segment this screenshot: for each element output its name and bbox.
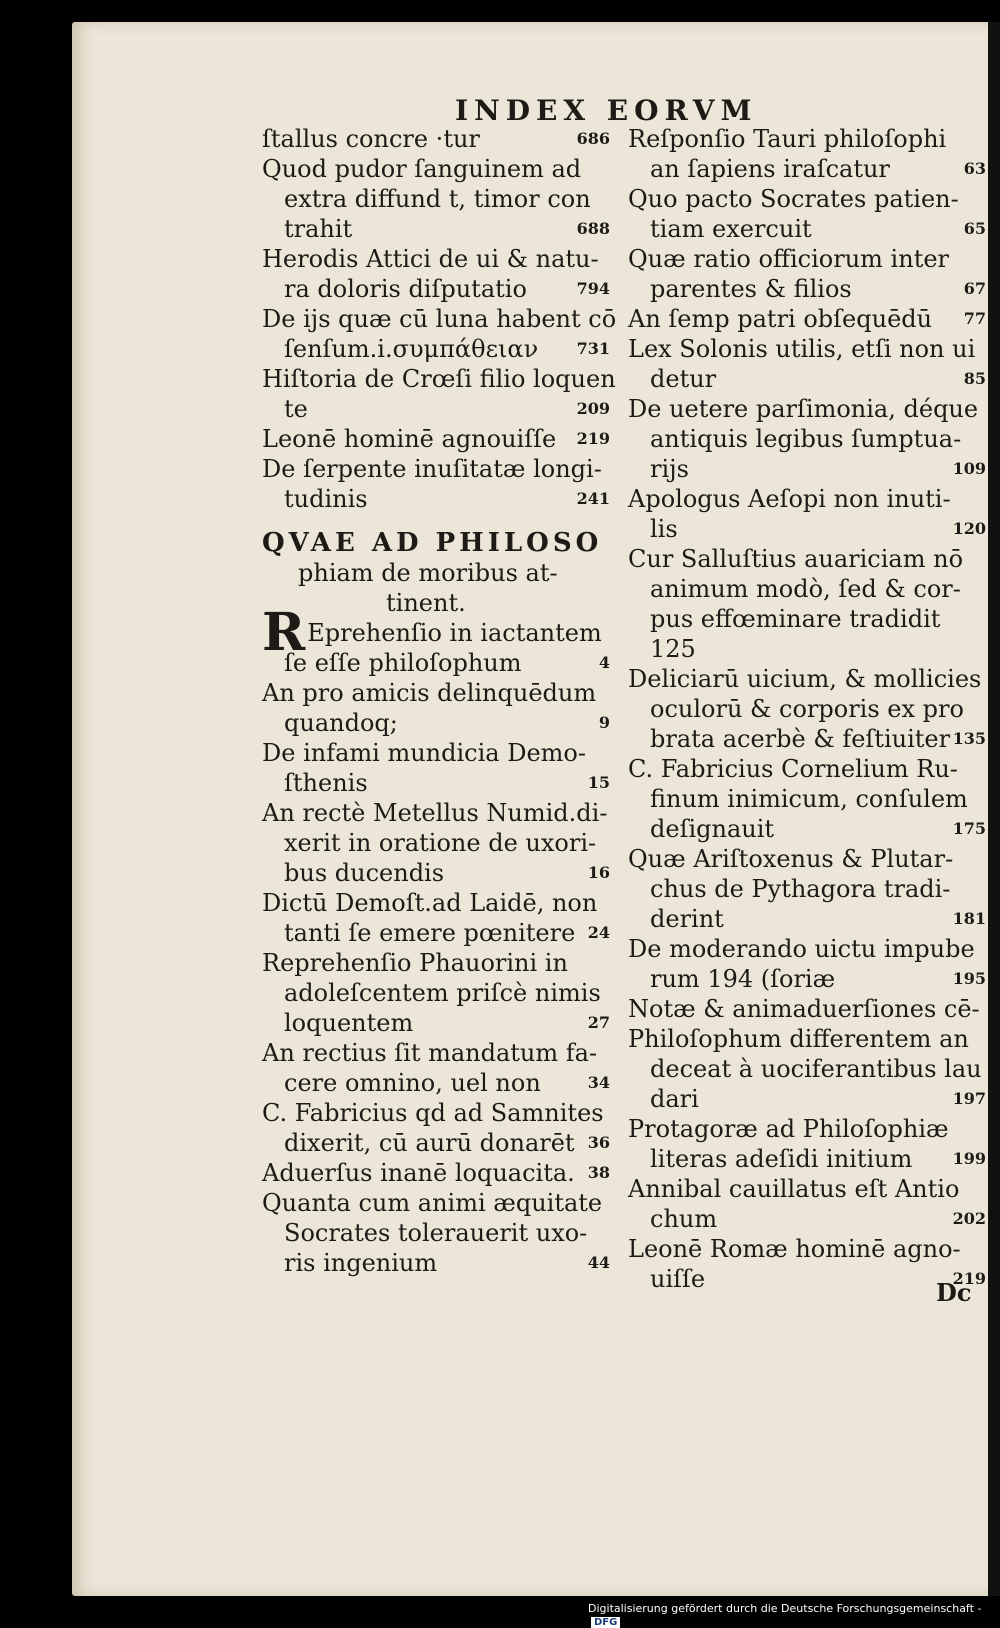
entry-line bbox=[262, 454, 610, 484]
entry-text: tiam exercuit bbox=[650, 215, 812, 243]
page-number: 794 bbox=[576, 279, 610, 298]
page-number: 219 bbox=[952, 1269, 986, 1288]
entry-text: De infami mundicia Demo- bbox=[262, 739, 586, 767]
entry-text: Quæ Ariſtoxenus & Plutar- bbox=[628, 845, 954, 873]
entry-text: literas adeſidi initium bbox=[650, 1145, 913, 1173]
page-number: 4 bbox=[598, 653, 610, 672]
entry-text: loquentem bbox=[284, 1009, 414, 1037]
page-number: 38 bbox=[587, 1163, 610, 1182]
entry-text: tudinis bbox=[284, 485, 368, 513]
entry-text: Cur Salluſtius auariciam nō bbox=[628, 545, 964, 573]
page-number: 65 bbox=[963, 219, 986, 238]
entry-text: derint bbox=[650, 905, 724, 933]
entry-text: ſe eſſe philoſophum bbox=[284, 649, 522, 677]
entry-text: finum inimicum, conſulem bbox=[650, 785, 968, 813]
index-entry bbox=[628, 544, 986, 664]
entry-text: uiſſe bbox=[650, 1265, 706, 1293]
entry-text: Notæ & animaduerſiones cē- bbox=[628, 995, 980, 1023]
entry-text: Eprehenſio in iactantem bbox=[307, 619, 602, 647]
entry-text: deceat à uociferantibus lau bbox=[650, 1055, 982, 1083]
index-entry bbox=[262, 798, 610, 888]
entry-line bbox=[628, 364, 986, 394]
page-number: 67 bbox=[963, 279, 986, 298]
index-column-right bbox=[628, 124, 986, 1294]
entry-line bbox=[262, 274, 610, 304]
entry-line bbox=[628, 244, 986, 274]
entry-text: De ijs quæ cū luna habent cō bbox=[262, 305, 617, 333]
entry-text: tanti ſe emere pœnitere bbox=[284, 919, 576, 947]
index-column-left bbox=[262, 124, 617, 1278]
entry-text: Lex Solonis utilis, etſi non ui bbox=[628, 335, 976, 363]
index-entry bbox=[628, 844, 986, 934]
page-number: 202 bbox=[952, 1209, 986, 1228]
entry-text: detur bbox=[650, 365, 717, 393]
entry-line bbox=[628, 484, 986, 514]
entry-text: pus effœminare tradidit bbox=[650, 605, 941, 633]
page-number: 9 bbox=[598, 713, 610, 732]
entry-text: An ſemp patri obſequēdū bbox=[628, 305, 933, 333]
entry-line bbox=[262, 1068, 610, 1098]
entry-line bbox=[262, 1188, 610, 1218]
index-entry bbox=[628, 934, 986, 994]
entry-text: Protagoræ ad Philoſophiæ bbox=[628, 1115, 949, 1143]
entry-line bbox=[262, 1128, 610, 1158]
entry-line bbox=[628, 694, 986, 724]
entry-line bbox=[628, 544, 986, 574]
entry-line bbox=[262, 184, 610, 214]
entry-text: An rectè Metellus Numid.di- bbox=[262, 799, 608, 827]
digitization-footer bbox=[588, 1602, 1000, 1628]
index-entry bbox=[262, 678, 610, 738]
index-group-1 bbox=[262, 124, 617, 514]
entry-line bbox=[262, 858, 610, 888]
entry-text: quandoq; bbox=[284, 709, 398, 737]
entry-text: deſignauit bbox=[650, 815, 775, 843]
entry-text: Reſponſio Tauri philoſophi bbox=[628, 125, 947, 153]
index-entry bbox=[628, 304, 986, 334]
entry-text: animum modò, ſed & cor- bbox=[650, 575, 961, 603]
entry-line bbox=[262, 484, 610, 514]
entry-text: cere omnino, uel non bbox=[284, 1069, 541, 1097]
entry-line bbox=[628, 274, 986, 304]
entry-line bbox=[628, 1264, 986, 1294]
entry-line bbox=[628, 784, 986, 814]
dfg-logo: DFG bbox=[591, 1617, 620, 1628]
page-number: 731 bbox=[576, 339, 610, 358]
entry-text: rum 194 (ſoriæ bbox=[650, 965, 836, 993]
index-entry bbox=[262, 738, 610, 798]
entry-text: De uetere parſimonia, déque bbox=[628, 395, 979, 423]
page-number: 181 bbox=[952, 909, 986, 928]
entry-line bbox=[262, 1008, 610, 1038]
entry-text: dari bbox=[650, 1085, 699, 1113]
page-number: 688 bbox=[576, 219, 610, 238]
index-entry bbox=[262, 454, 610, 514]
index-entry bbox=[262, 1038, 610, 1098]
entry-text: Aduerſus inanē loquacita. bbox=[262, 1159, 575, 1187]
entry-text: trahit bbox=[284, 215, 353, 243]
entry-line bbox=[262, 1098, 610, 1128]
entry-line bbox=[262, 244, 610, 274]
index-entry bbox=[628, 484, 986, 544]
entry-line bbox=[628, 334, 986, 364]
entry-text: an ſapiens iraſcatur bbox=[650, 155, 890, 183]
entry-text: Dictū Demoſt.ad Laidē, non bbox=[262, 889, 598, 917]
page-number: 15 bbox=[587, 773, 610, 792]
page-number: 16 bbox=[587, 863, 610, 882]
entry-line bbox=[262, 424, 610, 454]
entry-line bbox=[262, 768, 610, 798]
entry-line bbox=[628, 1204, 986, 1234]
entry-line bbox=[628, 934, 986, 964]
section-subtitle-1: phiam de moribus at- bbox=[298, 559, 558, 587]
index-entry bbox=[628, 1174, 986, 1234]
entry-line bbox=[628, 1054, 986, 1084]
entry-text: Reprehenſio Phauorini in bbox=[262, 949, 568, 977]
entry-text: chus de Pythagora tradi- bbox=[650, 875, 951, 903]
index-entry bbox=[262, 1158, 610, 1188]
page-number: 135 bbox=[952, 729, 986, 748]
index-entry bbox=[628, 124, 986, 184]
index-entry bbox=[628, 334, 986, 394]
index-entry bbox=[628, 754, 986, 844]
entry-line bbox=[628, 664, 986, 694]
entry-line bbox=[262, 124, 610, 154]
entry-line bbox=[628, 814, 986, 844]
entry-text: ſtallus concre ·tur bbox=[262, 125, 480, 153]
entry-text: te bbox=[284, 395, 308, 423]
entry-text: Leonē Romæ hominē agno- bbox=[628, 1235, 961, 1263]
page-number: 34 bbox=[587, 1073, 610, 1092]
entry-line bbox=[262, 1218, 610, 1248]
page-header: INDEX EORVM bbox=[455, 94, 758, 127]
index-entry bbox=[628, 1114, 986, 1174]
entry-line bbox=[262, 798, 610, 828]
entry-line bbox=[262, 738, 610, 768]
entry-text: Leonē hominē agnouiſſe bbox=[262, 425, 557, 453]
entry-line bbox=[628, 124, 986, 154]
entry-text: xerit in oratione de uxori- bbox=[284, 829, 597, 857]
index-entry bbox=[628, 664, 986, 754]
entry-text: Quanta cum animi æquitate bbox=[262, 1189, 603, 1217]
index-entry bbox=[262, 364, 616, 424]
index-entry bbox=[262, 304, 617, 364]
entry-text: rijs bbox=[650, 455, 689, 483]
entry-line bbox=[262, 1158, 610, 1188]
page-edge bbox=[988, 22, 1000, 1596]
page-number: 241 bbox=[576, 489, 610, 508]
entry-line bbox=[262, 364, 616, 394]
entry-line bbox=[628, 304, 986, 334]
entry-line bbox=[628, 184, 986, 214]
entry-line bbox=[628, 454, 986, 484]
entry-line bbox=[628, 754, 986, 784]
entry-line bbox=[628, 394, 986, 424]
page-number: 686 bbox=[576, 129, 610, 148]
entry-line bbox=[628, 1024, 986, 1054]
entry-line bbox=[262, 304, 617, 334]
entry-text: De moderando uictu impube bbox=[628, 935, 975, 963]
index-entry bbox=[628, 1024, 986, 1114]
entry-line bbox=[262, 394, 610, 424]
entry-text: Hiſtoria de Crœſi filio loquen bbox=[262, 365, 616, 393]
page-number: 197 bbox=[952, 1089, 986, 1108]
entry-line bbox=[262, 678, 610, 708]
page-number: 109 bbox=[952, 459, 986, 478]
footer-text: Digitalisierung gefördert durch die Deutsche Forschungsgemeinschaft - bbox=[588, 1602, 982, 1615]
section-heading bbox=[262, 528, 610, 558]
page-number: 120 bbox=[952, 519, 986, 538]
index-entry bbox=[262, 154, 610, 244]
entry-line bbox=[262, 214, 610, 244]
entry-text: parentes & filios bbox=[650, 275, 852, 303]
drop-cap: R bbox=[262, 602, 306, 663]
index-entry bbox=[262, 244, 610, 304]
entry-line bbox=[262, 978, 610, 1008]
index-entry bbox=[628, 394, 986, 484]
page-number: 199 bbox=[952, 1149, 986, 1168]
entry-text: dixerit, cū aurū donarēt bbox=[284, 1129, 575, 1157]
entry-text: Philoſophum differentem an bbox=[628, 1025, 969, 1053]
entry-text: De ſerpente inuſitatæ longi- bbox=[262, 455, 602, 483]
entry-text: An pro amicis delinquēdum bbox=[262, 679, 597, 707]
entry-line bbox=[628, 724, 986, 754]
page-number: 44 bbox=[587, 1253, 610, 1272]
entry-line bbox=[628, 1174, 986, 1204]
entry-text: Quæ ratio officiorum inter bbox=[628, 245, 950, 273]
entry-text: Quo pacto Socrates patien- bbox=[628, 185, 959, 213]
entry-line bbox=[628, 964, 986, 994]
entry-line bbox=[262, 154, 610, 184]
entry-line bbox=[628, 214, 986, 244]
entry-text: oculorū & corporis ex pro bbox=[650, 695, 964, 723]
page-number: 195 bbox=[952, 969, 986, 988]
entry-line bbox=[628, 904, 986, 934]
index-entry bbox=[262, 424, 610, 454]
entry-line bbox=[628, 154, 986, 184]
entry-text: brata acerbè & feſtiuiter bbox=[650, 725, 951, 753]
entry-line bbox=[628, 844, 986, 874]
entry-text: antiquis legibus ſumptua- bbox=[650, 425, 962, 453]
entry-text: ris ingenium bbox=[284, 1249, 438, 1277]
entry-text: lis bbox=[650, 515, 678, 543]
entry-text: Deliciarū uicium, & mollicies bbox=[628, 665, 982, 693]
entry-text: adoleſcentem priſcè nimis bbox=[284, 979, 601, 1007]
entry-line bbox=[262, 828, 610, 858]
entry-text: Apologus Aeſopi non inuti- bbox=[628, 485, 951, 513]
entry-line bbox=[262, 1038, 610, 1068]
entry-line bbox=[262, 918, 610, 948]
entry-line bbox=[262, 1248, 610, 1278]
entry-text: ſenſum.i.συμπάθειαν bbox=[284, 335, 539, 363]
entry-text: C. Fabricius Cornelium Ru- bbox=[628, 755, 958, 783]
index-entry bbox=[262, 1098, 610, 1158]
entry-text: C. Fabricius qd ad Samnites bbox=[262, 1099, 604, 1127]
page-number: 219 bbox=[576, 429, 610, 448]
index-entry bbox=[262, 124, 610, 154]
index-entry bbox=[628, 184, 986, 244]
entry-line bbox=[262, 888, 610, 918]
entry-line bbox=[628, 574, 986, 604]
entry-text: chum bbox=[650, 1205, 718, 1233]
entry-text: 125 bbox=[650, 635, 696, 663]
index-entry bbox=[262, 1188, 610, 1278]
entry-line bbox=[262, 708, 610, 738]
page-number: 36 bbox=[587, 1133, 610, 1152]
entry-line bbox=[628, 1114, 986, 1144]
page-number: 24 bbox=[587, 923, 610, 942]
entry-line bbox=[628, 874, 986, 904]
entry-text: An rectius ſit mandatum fa- bbox=[262, 1039, 598, 1067]
page-number: 77 bbox=[963, 309, 986, 328]
entry-text: bus ducendis bbox=[284, 859, 445, 887]
entry-line bbox=[628, 1144, 986, 1174]
entry-text: Quod pudor ſanguinem ad bbox=[262, 155, 582, 183]
catchword: Dc bbox=[936, 1278, 972, 1307]
entry-line bbox=[628, 994, 986, 1024]
entry-text: Socrates tolerauerit uxo- bbox=[284, 1219, 588, 1247]
page-number: 27 bbox=[587, 1013, 610, 1032]
entry-line bbox=[628, 424, 986, 454]
section-subtitle-2: tinent. bbox=[386, 589, 466, 617]
index-entry bbox=[628, 1234, 986, 1294]
page-number: 209 bbox=[576, 399, 610, 418]
index-entry bbox=[628, 244, 986, 304]
entry-text: Herodis Attici de ui & natu- bbox=[262, 245, 599, 273]
index-entry bbox=[628, 994, 986, 1024]
entry-line bbox=[628, 1234, 986, 1264]
entry-line bbox=[262, 648, 610, 678]
entry-text: ra doloris diſputatio bbox=[284, 275, 527, 303]
index-entry bbox=[262, 888, 610, 948]
entry-line bbox=[262, 948, 610, 978]
entry-line bbox=[628, 634, 986, 664]
entry-text: extra diffund t, timor con bbox=[284, 185, 591, 213]
entry-line bbox=[262, 334, 610, 364]
entry-line bbox=[628, 604, 986, 634]
page-number: 85 bbox=[963, 369, 986, 388]
entry-line bbox=[628, 514, 986, 544]
entry-line bbox=[628, 1084, 986, 1114]
index-entry bbox=[262, 948, 610, 1038]
page-number: 175 bbox=[952, 819, 986, 838]
section-title: QVAE AD PHILOSO bbox=[262, 528, 603, 558]
entry-text: ſthenis bbox=[284, 769, 368, 797]
entry-text: Annibal cauillatus eſt Antio bbox=[628, 1175, 960, 1203]
page-number: 63 bbox=[963, 159, 986, 178]
